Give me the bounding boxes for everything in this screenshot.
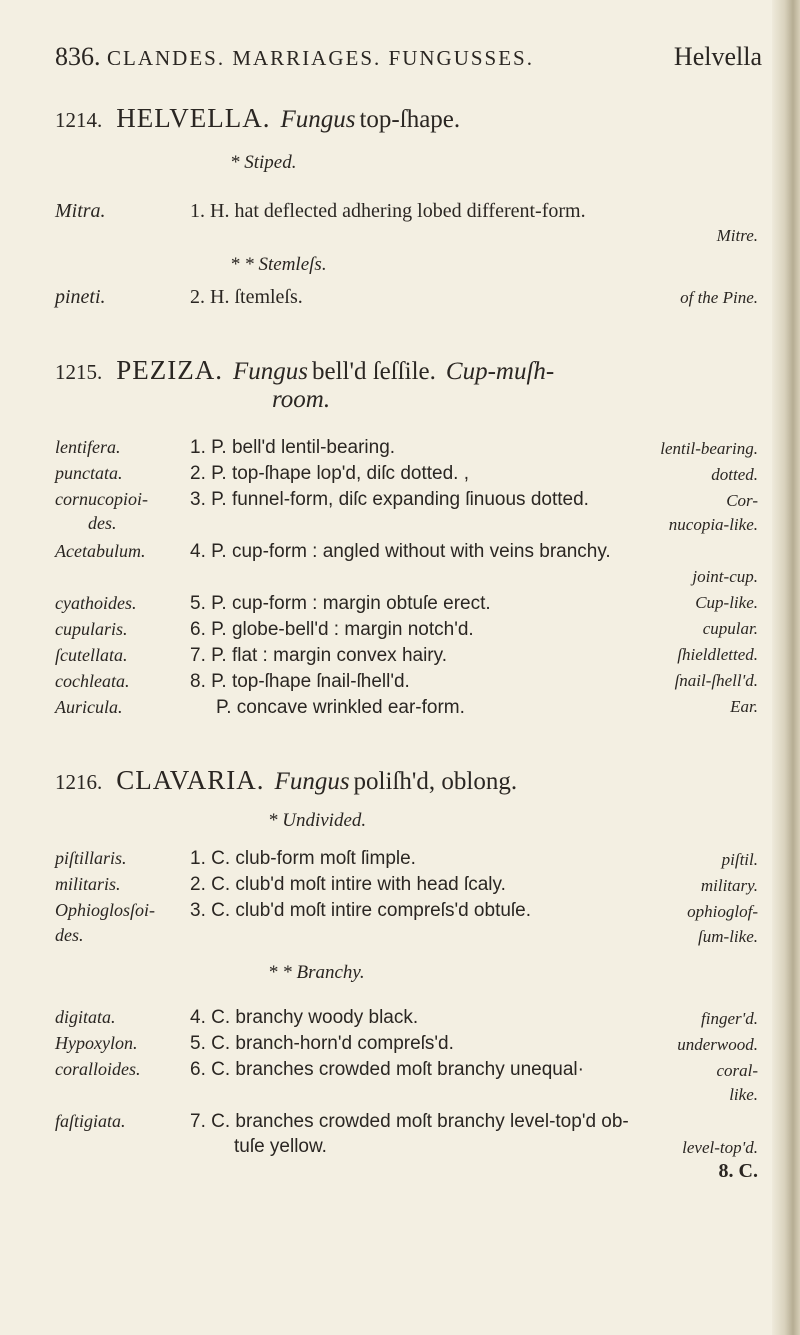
species-number: 1. [190,437,206,458]
genus-desc: top-ſhape. [359,106,461,133]
species-entry [190,848,416,870]
species-latin: cyathoides. [55,593,137,613]
species-number: 4. [190,541,206,562]
species-desc: club-form moſt ſimple. [235,848,416,869]
genus-name: CLAVARIA. [116,765,265,795]
species-abbr: C. [211,1111,231,1132]
page-edge [772,0,800,1335]
species-desc-cont: tuſe yellow. [234,1136,327,1157]
species-abbr: P. [211,437,227,458]
species-latin-cont: des. [55,925,84,945]
species-abbr: P. [216,697,232,718]
species-english: lentil-bearing. [660,439,758,458]
section-label: * Stiped. [230,152,297,173]
species-desc: branch-horn'd compreſs'd. [235,1033,454,1054]
running-title: CLANDES. MARRIAGES. FUNGUSSES. [107,46,534,70]
species-latin: piſtillaris. [55,848,127,868]
species-number: 2. [190,874,206,895]
species-entry [190,619,474,641]
species-latin: coralloides. [55,1059,141,1079]
page-number: 836. [55,42,101,71]
species-latin: pineti. [55,286,106,308]
species-abbr: C. [211,848,231,869]
genus-desc-italic: Fungus [232,358,308,385]
species-number: 7. [190,645,206,666]
species-abbr: C. [211,1007,231,1028]
genus-desc-italic: Fungus [280,106,356,133]
species-number: 5. [190,1033,206,1054]
species-number: 3. [190,489,206,510]
species-desc: cup-form : margin obtuſe erect. [231,593,491,614]
species-english: piſtil. [721,850,758,869]
species-english: Ear. [730,697,758,716]
species-entry [190,286,303,309]
species-entry [190,200,586,223]
species-english: ophioglof- [687,902,758,921]
species-desc: bell'd lentil-bearing. [231,437,396,458]
page-header [55,42,534,72]
species-abbr: P. [211,541,227,562]
species-latin: cupularis. [55,619,128,639]
catchword: 8. C. [718,1160,758,1182]
species-english-cont: like. [729,1085,758,1104]
species-latin: punctata. [55,463,123,483]
genus-desc: bell'd ſeſſile. [311,358,436,385]
species-abbr: H. [210,286,230,308]
species-abbr: H. [210,200,230,222]
species-latin: cochleata. [55,671,130,691]
species-number: 8. [190,671,206,692]
species-entry [190,874,506,896]
species-desc: branchy woody black. [235,1007,419,1028]
species-abbr: C. [211,874,231,895]
section-label: * * Branchy. [268,962,365,983]
species-desc: top-ſhape lop'd, diſc dotted. , [231,463,470,484]
species-latin: Mitra. [55,200,106,222]
species-number: 3. [190,900,206,921]
genus-heading-clavaria [55,765,517,796]
species-entry [190,1111,629,1133]
species-number: 7. [190,1111,206,1132]
genus-name: HELVELLA. [116,103,271,133]
section-label: * Undivided. [268,810,367,831]
genus-number: 1215. [55,360,103,384]
genus-heading-peziza [55,355,554,386]
species-desc: cup-form : angled without with veins branchy. [231,541,611,562]
genus-english: Cup-muſh- [445,358,555,385]
species-desc: club'd moſt intire with head ſcaly. [235,874,506,895]
species-english: Mitre. [716,226,758,245]
species-english: underwood. [677,1035,758,1054]
species-english: Cor- [726,491,758,510]
species-desc: concave wrinkled ear-form. [236,697,465,718]
genus-number: 1214. [55,108,103,132]
species-entry [190,1033,454,1055]
section-label: * * Stemleſs. [230,254,327,275]
species-latin: digitata. [55,1007,116,1027]
species-latin: cornucopioi- [55,489,148,509]
species-entry [190,671,410,693]
species-english: joint-cup. [692,567,758,586]
species-entry [216,697,465,719]
species-english: dotted. [711,465,758,484]
species-abbr: P. [211,489,227,510]
species-english: cupular. [702,619,758,638]
species-desc: funnel-form, diſc expanding ſinuous dotted. [231,489,589,510]
species-desc: branches crowded moſt branchy level-top'd ob- [235,1111,629,1132]
species-abbr: P. [211,619,227,640]
species-desc: flat : margin convex hairy. [231,645,448,666]
species-english: level-top'd. [682,1138,758,1157]
species-entry [190,900,531,922]
species-english: Cup-like. [695,593,758,612]
species-entry [190,541,611,563]
species-english-cont: ſum-like. [698,927,758,946]
species-latin: Ophioglosſoi- [55,900,156,920]
species-desc: hat deflected adhering lobed different-form. [234,200,586,222]
species-latin: Hypoxylon. [55,1033,138,1053]
species-abbr: P. [211,671,227,692]
species-english-cont: nucopia-like. [668,515,758,534]
species-desc: branches crowded moſt branchy unequal· [235,1059,584,1080]
species-number: 4. [190,1007,206,1028]
species-abbr: P. [211,463,227,484]
running-title-right: Helvella [673,42,762,71]
species-latin: ſcutellata. [55,645,128,665]
species-entry [190,463,469,485]
species-entry [190,645,447,667]
species-entry [190,1059,584,1081]
species-latin: militaris. [55,874,121,894]
species-number: 1. [190,848,206,869]
species-desc: club'd moſt intire compreſs'd obtuſe. [235,900,531,921]
genus-heading-helvella [55,103,460,134]
species-latin: lentifera. [55,437,121,457]
species-entry [190,593,491,615]
species-english: finger'd. [701,1009,758,1028]
species-entry [190,489,589,511]
species-abbr: P. [211,593,227,614]
species-number: 6. [190,619,206,640]
species-latin-cont: des. [88,513,117,533]
species-latin: faſtigiata. [55,1111,126,1131]
species-abbr: C. [211,900,231,921]
genus-english-cont: room. [272,386,331,413]
species-english: ſnail-ſhell'd. [674,671,758,690]
genus-desc-italic: Fungus [274,768,350,795]
species-abbr: C. [211,1059,231,1080]
genus-desc: poliſh'd, oblong. [353,768,518,795]
species-abbr: C. [211,1033,231,1054]
species-number: 5. [190,593,206,614]
species-english: coral- [716,1061,758,1080]
species-number: 1. [190,200,205,222]
species-entry [190,437,395,459]
species-desc: globe-bell'd : margin notch'd. [231,619,474,640]
species-latin: Auricula. [55,697,123,717]
genus-number: 1216. [55,770,103,794]
species-english: military. [700,876,758,895]
species-entry [190,1007,418,1029]
species-english: ſhieldletted. [677,645,758,664]
species-latin: Acetabulum. [55,541,146,561]
species-number: 2. [190,463,206,484]
species-english: of the Pine. [680,288,758,307]
species-desc: ſtemleſs. [234,286,303,308]
genus-name: PEZIZA. [116,355,223,385]
species-desc: top-ſhape ſnail-ſhell'd. [231,671,410,692]
species-abbr: P. [211,645,227,666]
species-number: 6. [190,1059,206,1080]
species-number: 2. [190,286,205,308]
